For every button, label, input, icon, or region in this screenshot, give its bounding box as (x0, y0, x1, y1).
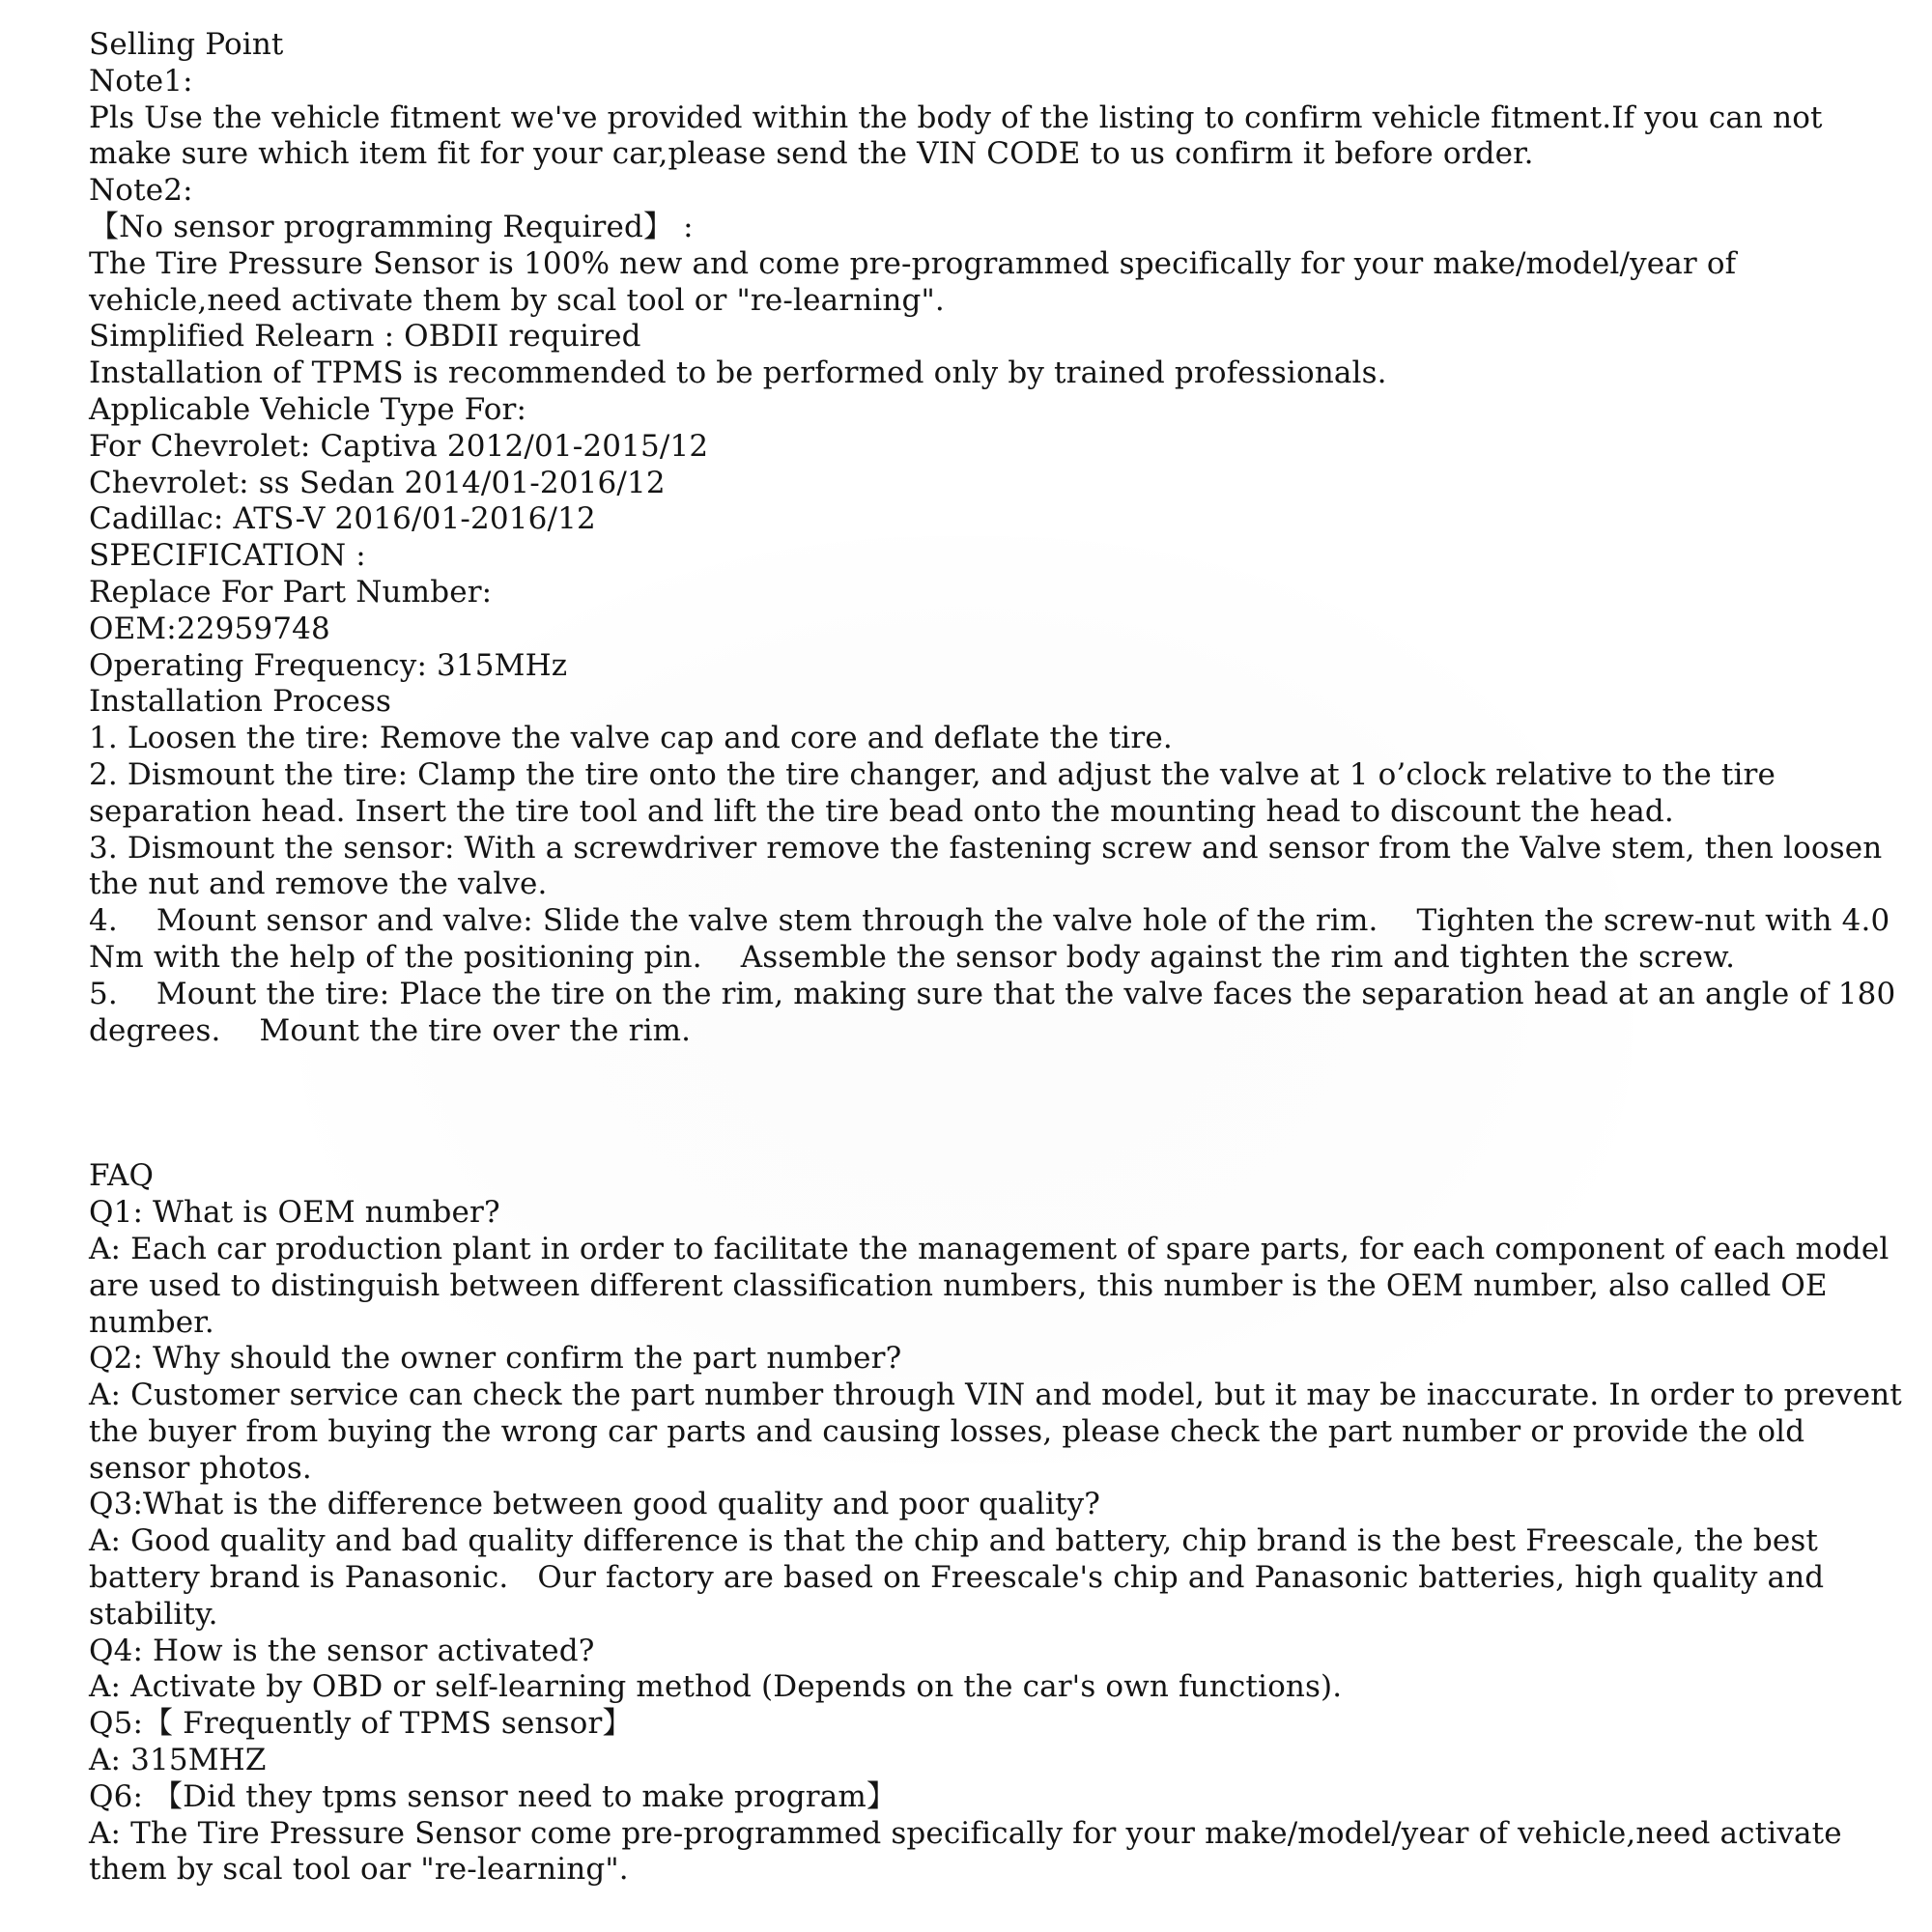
note2-label: Note2: (89, 173, 193, 209)
faq-answer: A: Activate by OBD or self-learning method (Depends on the car's own functions). (89, 1669, 1343, 1705)
faq-question: Q4: How is the sensor activated? (89, 1633, 595, 1668)
installation-heading: Installation Process (89, 684, 392, 720)
faq-answer: A: Customer service can check the part number through VIN and model, but it may be inaccurate. In order to prevent the buyer from buying the wrong car parts and causing losses, please check the part number or provide the old sensor photos. (89, 1378, 1912, 1486)
faq-question: Q1: What is OEM number? (89, 1195, 500, 1231)
faq-answer: A: Good quality and bad quality difference is that the chip and battery, chip brand is the best Freescale, the best battery brand is Panasonic. Our factory are based on Freescale's chip and Panasonic batteries, high quality and stability. (89, 1523, 1834, 1632)
section-spacer (89, 1049, 1905, 1158)
installation-step: 2. Dismount the tire: Clamp the tire onto the tire changer, and adjust the valve at 1 o’clock relative to the tire separation head. Insert the tire tool and lift the tire bead onto the mounting head to discount the head. (89, 756, 1786, 829)
installation-note: Installation of TPMS is recommended to be performed only by trained professionals. (89, 355, 1387, 391)
product-description (89, 27, 1912, 1889)
installation-step: 5. Mount the tire: Place the tire on the rim, making sure that the valve faces the separation head at an angle of 180 degrees. Mount the tire over the rim. (89, 976, 1906, 1048)
faq-question: Q5:【 Frequently of TPMS sensor】 (89, 1706, 633, 1742)
vehicle-item: Chevrolet: ss Sedan 2014/01-2016/12 (89, 465, 666, 500)
vehicle-item: For Chevrolet: Captiva 2012/01-2015/12 (89, 428, 709, 464)
faq-answer: A: The Tire Pressure Sensor come pre-programmed specifically for your make/model/year of vehicle,need activate them by scal tool oar "re-learning". (89, 1815, 1852, 1888)
replace-label: Replace For Part Number: (89, 574, 493, 610)
operating-frequency: Operating Frequency: 315MHz (89, 647, 568, 683)
vehicle-item: Cadillac: ATS-V 2016/01-2016/12 (89, 501, 596, 537)
faq-question: Q6: 【Did they tpms sensor need to make program】 (89, 1778, 897, 1814)
installation-step: 3. Dismount the sensor: With a screwdriver remove the fastening screw and sensor from the Valve stem, then loosen the nut and remove the valve. (89, 830, 1892, 902)
faq-answer: A: 315MHZ (89, 1743, 267, 1778)
note1-text: Pls Use the vehicle fitment we've provided within the body of the listing to confirm vehicle fitment.If you can not make sure which item fit for your car,please send the VIN CODE to us confirm it before order. (89, 99, 1833, 172)
faq-answer: A: Each car production plant in order to facilitate the management of spare parts, for each component of each model are used to distinguish between different classification numbers, this number is the OEM number, also called OE number. (89, 1231, 1899, 1340)
faq-heading: FAQ (89, 1158, 155, 1194)
selling-point-heading: Selling Point (89, 27, 284, 62)
note1-label: Note1: (89, 63, 193, 99)
note2-heading: 【No sensor programming Required】 : (89, 209, 694, 244)
oem-number: OEM:22959748 (89, 611, 330, 646)
installation-step: 4. Mount sensor and valve: Slide the valve stem through the valve hole of the rim. Tighten the screw-nut with 4.0 Nm with the help of the positioning pin. Assemble the sensor body against the rim and tighten the screw. (89, 903, 1900, 975)
specification-heading: SPECIFICATION : (89, 538, 366, 574)
note2-text: The Tire Pressure Sensor is 100% new and come pre-programmed specifically for your make/model/year of vehicle,need activate them by scal tool or "re-learning". (89, 245, 1747, 318)
faq-question: Q2: Why should the owner confirm the part number? (89, 1341, 902, 1377)
installation-step: 1. Loosen the tire: Remove the valve cap and core and deflate the tire. (89, 721, 1173, 756)
applicable-heading: Applicable Vehicle Type For: (89, 391, 527, 427)
faq-question: Q3:What is the difference between good quality and poor quality? (89, 1487, 1101, 1522)
relearn-line: Simplified Relearn : OBDII required (89, 319, 641, 355)
